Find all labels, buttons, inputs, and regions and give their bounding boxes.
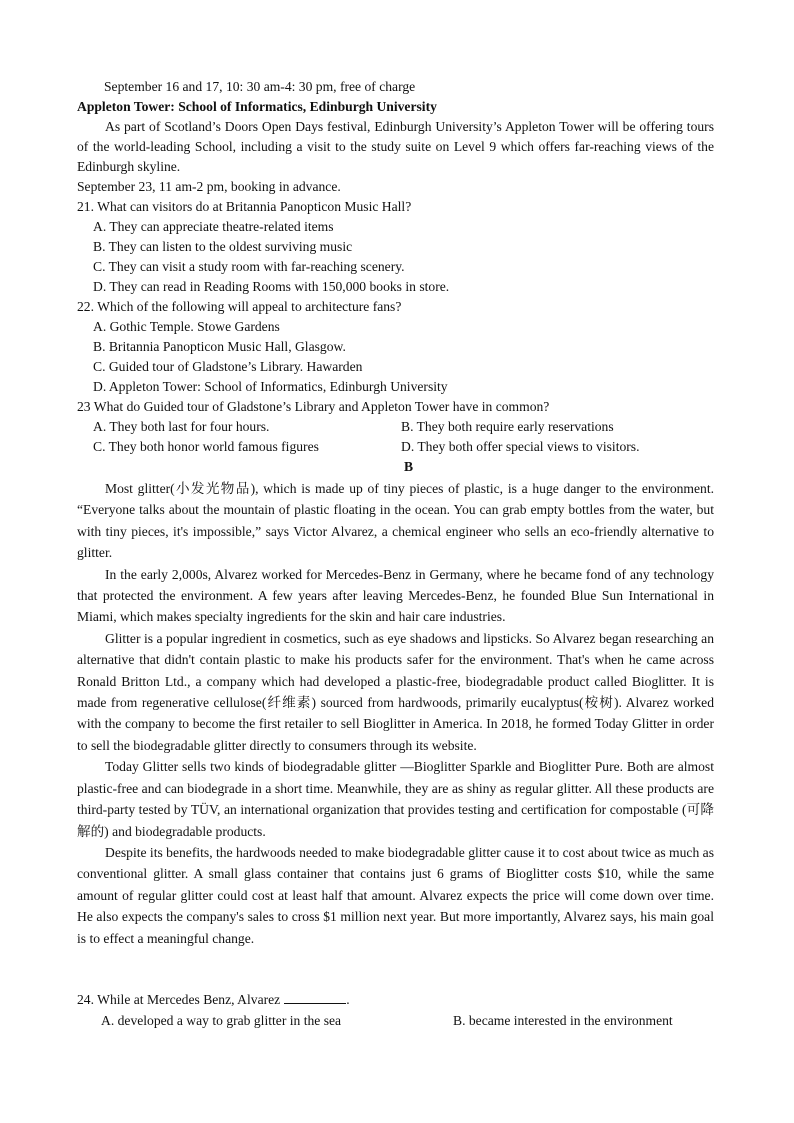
question-22-stem: 22. Which of the following will appeal to architecture fans? bbox=[77, 299, 402, 314]
q21-option-a: A. They can appreciate theatre-related items bbox=[93, 219, 334, 234]
open-days-time: September 16 and 17, 10: 30 am-4: 30 pm, free of charge bbox=[104, 79, 416, 94]
passage-b bbox=[77, 478, 714, 949]
q23-option-b: B. They both require early reservations bbox=[401, 419, 614, 434]
passage-paragraph: In the early 2,000s, Alvarez worked for Mercedes-Benz in Germany, where he became fond of any technology that protected the environment. A few years after leaving Mercedes-Benz, he founded Blue Sun International in Miami, which makes specialty ingredients for the skin and hair care industries. bbox=[77, 566, 714, 625]
appleton-description bbox=[77, 117, 714, 177]
passage-paragraph: Despite its benefits, the hardwoods needed to make biodegradable glitter cause it to cost about twice as much as conventional glitter. A small glass container that contains just 6 grams of Bioglitter costs $10, while the same amount of regular glitter could cost at least half that amount. Alvarez expects the price will come down over time. He also expects the company's sales to cross $1 million next year. But more importantly, Alvarez says, his main goal is to effect a meaningful change. bbox=[77, 844, 714, 946]
q22-option-c: C. Guided tour of Gladstone’s Library. Hawarden bbox=[93, 359, 363, 374]
q22-option-a: A. Gothic Temple. Stowe Gardens bbox=[93, 319, 280, 334]
q21-option-c: C. They can visit a study room with far-reaching scenery. bbox=[93, 259, 405, 274]
q21-option-b: B. They can listen to the oldest surviving music bbox=[93, 239, 353, 254]
q23-option-d: D. They both offer special views to visitors. bbox=[401, 439, 640, 454]
q24-option-a: A. developed a way to grab glitter in the sea bbox=[101, 1013, 342, 1028]
answer-blank bbox=[284, 991, 346, 1004]
question-24-stem bbox=[77, 990, 350, 1010]
question-21-stem: 21. What can visitors do at Britannia Panopticon Music Hall? bbox=[77, 199, 412, 214]
q22-option-d: D. Appleton Tower: School of Informatics, Edinburgh University bbox=[93, 379, 448, 394]
section-b-heading: B bbox=[404, 459, 414, 474]
passage-paragraph: Today Glitter sells two kinds of biodegradable glitter —Bioglitter Sparkle and Bioglitter Pure. Both are almost plastic-free and can biodegrade in a short time. Meanwhile, they are as shiny as regular glitter. All these products are third-party tested by TÜV, an international organization that provides testing and certification for compostable (可降解的) and biodegradable products. bbox=[77, 759, 714, 839]
appleton-time: September 23, 11 am-2 pm, booking in advance. bbox=[77, 179, 341, 194]
q24-stem-text: 24. While at Mercedes Benz, Alvarez bbox=[77, 992, 281, 1007]
question-23-stem: 23 What do Guided tour of Gladstone’s Library and Appleton Tower have in common? bbox=[77, 399, 550, 414]
q22-option-b: B. Britannia Panopticon Music Hall, Glasgow. bbox=[93, 339, 346, 354]
passage-paragraph: Glitter is a popular ingredient in cosmetics, such as eye shadows and lipsticks. So Alvarez began researching an alternative that didn't contain plastic to make his products safer for the environment. That's when he came across Ronald Britton Ltd., a company which had developed a plastic-free, biodegradable product called Bioglitter. It is made from regenerative cellulose(纤维素) sourced from hardwoods, primarily eucalyptus(桉树). Alvarez worked with the company to become the first retailer to sell Bioglitter in America. In 2018, he formed Today Glitter in order to sell the biodegradable glitter directly to consumers through its website. bbox=[77, 630, 714, 753]
passage-paragraph: Most glitter(小发光物品), which is made up of tiny pieces of plastic, is a huge danger to the environment. “Everyone talks about the mountain of plastic floating in the ocean. You can grab empty bottles from the water, but with tiny pieces, it's impossible,” says Victor Alvarez, a chemical engineer who sells an eco-friendly alternative to glitter. bbox=[77, 481, 714, 561]
appleton-desc-text: As part of Scotland’s Doors Open Days festival, Edinburgh University’s Appleton Tower will be offering tours of the world-leading School, including a visit to the study suite on Level 9 which offers far-reaching views of the Edinburgh skyline. bbox=[77, 119, 714, 174]
q21-option-d: D. They can read in Reading Rooms with 150,000 books in store. bbox=[93, 279, 450, 294]
q23-option-a: A. They both last for four hours. bbox=[93, 419, 270, 434]
appleton-title: Appleton Tower: School of Informatics, Edinburgh University bbox=[77, 99, 437, 114]
q24-option-b: B. became interested in the environment bbox=[453, 1013, 673, 1028]
q23-option-c: C. They both honor world famous figures bbox=[93, 439, 319, 454]
q24-stem-end: . bbox=[346, 992, 350, 1007]
